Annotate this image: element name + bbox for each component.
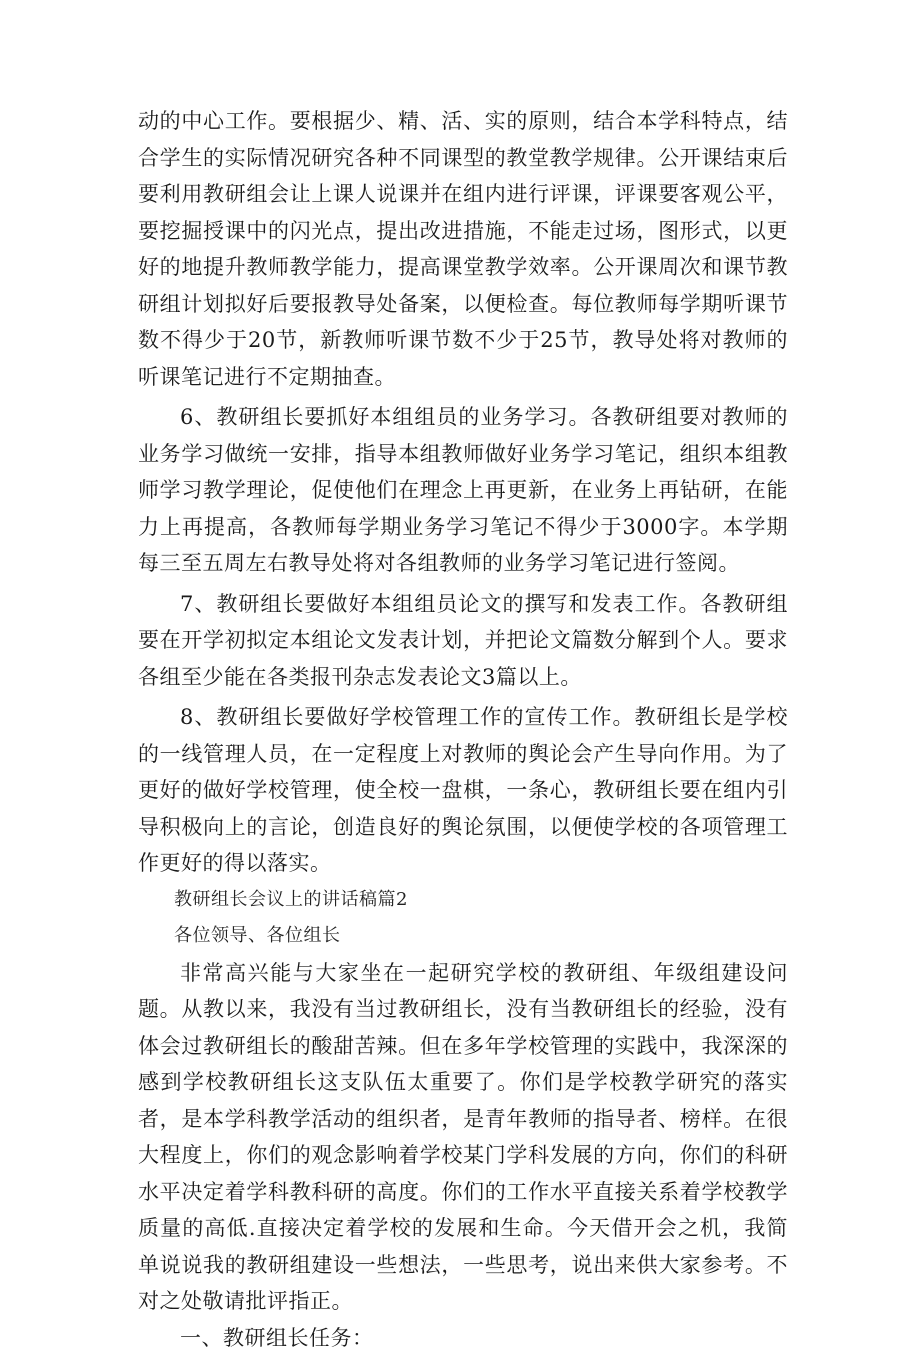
document-page: [138, 103, 788, 1356]
paragraph-speech: 非常高兴能与大家坐在一起研究学校的教研组、年级组建设问题。从教以来，我没有当过教研组长，没有当教研组长的经验，没有体会过教研组长的酸甜苦辣。但在多年学校管理的实践中，我深深的感到学校教研组长这支队伍太重要了。你们是学校教学研究的落实者，是本学科教学活动的组织者，是青年教师的指导者、榜样。在很大程度上，你们的观念影响着学校某门学科发展的方向，你们的科研水平决定着学科教科研的高度。你们的工作水平直接关系着学校教学质量的高低.直接决定着学校的发展和生命。今天借开会之机，我简单说说我的教研组建设一些想法，一些思考，说出来供大家参考。不对之处敬请批评指正。: [138, 955, 788, 1320]
paragraph-item-6: 6、教研组长要抓好本组组员的业务学习。各教研组要对教师的业务学习做统一安排，指导本组教师做好业务学习笔记，组织本组教师学习教学理论，促使他们在理念上再更新，在业务上再钻研，在能力上再提高，各教师每学期业务学习笔记不得少于3000字。本学期每三至五周左右教导处将对各组教师的业务学习笔记进行签阅。: [138, 399, 788, 582]
section-title: 教研组长会议上的讲话稿篇2: [138, 882, 788, 919]
greeting: 各位领导、各位组长: [138, 918, 788, 955]
paragraph-continuation: 动的中心工作。要根据少、精、活、实的原则，结合本学科特点，结合学生的实际情况研究各种不同课型的教堂教学规律。公开课结束后要利用教研组会让上课人说课并在组内进行评课，评课要客观公平，要挖掘授课中的闪光点，提出改进措施，不能走过场，图形式，以更好的地提升教师教学能力，提高课堂教学效率。公开课周次和课节教研组计划拟好后要报教导处备案，以便检查。每位教师每学期听课节数不得少于20节，新教师听课节数不少于25节，教导处将对教师的听课笔记进行不定期抽查。: [138, 103, 788, 395]
section-heading-1: 一、教研组长任务：: [138, 1320, 788, 1356]
paragraph-item-8: 8、教研组长要做好学校管理工作的宣传工作。教研组长是学校的一线管理人员，在一定程度上对教师的舆论会产生导向作用。为了更好的做好学校管理，使全校一盘棋，一条心，教研组长要在组内引导积极向上的言论，创造良好的舆论氛围，以便使学校的各项管理工作更好的得以落实。: [138, 699, 788, 882]
paragraph-item-7: 7、教研组长要做好本组组员论文的撰写和发表工作。各教研组要在开学初拟定本组论文发表计划，并把论文篇数分解到个人。要求各组至少能在各类报刊杂志发表论文3篇以上。: [138, 586, 788, 696]
